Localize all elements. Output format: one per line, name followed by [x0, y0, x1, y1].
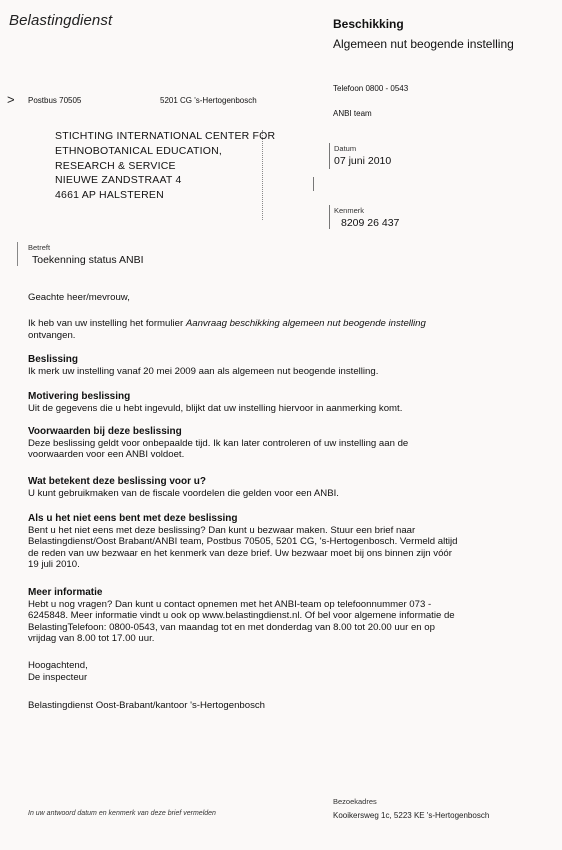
contact-team: ANBI team	[333, 109, 372, 118]
section-motivering	[28, 391, 458, 414]
subject-bracket	[17, 242, 22, 266]
recipient-address	[55, 129, 275, 203]
date-bracket	[329, 143, 330, 169]
recipient-line: NIEUWE ZANDSTRAAT 4	[55, 174, 182, 187]
arrow-marker-icon: >	[7, 92, 15, 107]
document-title: Beschikking	[333, 17, 404, 31]
address-window-edge	[262, 130, 263, 220]
section-text: Hebt u nog vragen? Dan kunt u contact opnemen met het ANBI-team op telefoonnummer 073 - 6245848. Meer informatie vindt u ook op www.belastingdienst.nl. Of bel voor algemene informatie de BelastingTelefoon: 0800-0543, van maandag tot en met donderdag van 8.00 tot 20.00 uur en op vrijdag van 8.00 tot 17.00 uur.	[28, 598, 455, 645]
salutation: Geachte heer/mevrouw,	[28, 292, 130, 303]
section-meer-informatie	[28, 587, 458, 645]
contact-phone: Telefoon 0800 - 0543	[333, 84, 409, 93]
section-heading: Voorwaarden bij deze beslissing	[28, 426, 182, 437]
recipient-line: ETHNOBOTANICAL EDUCATION,	[55, 144, 222, 157]
recipient-line: 4661 AP HALSTEREN	[55, 189, 164, 202]
form-name: Aanvraag beschikking algemeen nut beogende instelling	[185, 318, 426, 329]
section-text: Uit de gegevens die u hebt ingevuld, blijkt dat uw instelling hiervoor in aanmerking komt.	[28, 402, 403, 414]
date-label: Datum	[334, 144, 357, 153]
signoff: Belastingdienst Oost-Brabant/kantoor 's-Hertogenbosch	[28, 700, 266, 711]
date-value: 07 juni 2010	[334, 155, 392, 167]
closing-greeting: Hoogachtend,	[28, 660, 88, 671]
reference-bracket	[329, 205, 330, 229]
reference-value: 8209 26 437	[341, 217, 400, 229]
section-bezwaar	[28, 513, 458, 571]
section-text: U kunt gebruikmaken van de fiscale voordelen die gelden voor een ANBI.	[28, 487, 339, 499]
belastingdienst-logo: Belastingdienst	[9, 12, 113, 29]
footer-note: In uw antwoord datum en kenmerk van deze brief vermelden	[28, 810, 216, 817]
visit-address-label: Bezoekadres	[333, 797, 377, 806]
recipient-line: STICHTING INTERNATIONAL CENTER FOR	[55, 130, 276, 142]
intro-prefix: Ik heb van uw instelling het formulier	[28, 318, 186, 329]
section-text: Ik merk uw instelling vanaf 20 mei 2009 aan als algemeen nut beogende instelling.	[28, 365, 379, 377]
section-heading: Wat betekent deze beslissing voor u?	[28, 476, 206, 487]
section-heading: Als u het niet eens bent met deze beslissing	[28, 513, 238, 524]
subject-value: Toekenning status ANBI	[32, 254, 144, 266]
sender-postbus: Postbus 70505	[28, 96, 82, 105]
section-beslissing	[28, 354, 458, 377]
sender-postcode-city: 5201 CG 's-Hertogenbosch	[160, 96, 257, 105]
reference-label: Kenmerk	[334, 206, 365, 215]
intro-suffix: ontvangen.	[28, 329, 76, 341]
section-voorwaarden	[28, 426, 458, 461]
subject-label: Betreft	[28, 243, 51, 252]
recipient-line: RESEARCH & SERVICE	[55, 159, 176, 172]
visit-address: Kooikersweg 1c, 5223 KE 's-Hertogenbosch	[333, 811, 490, 820]
document-subtitle: Algemeen nut beogende instelling	[333, 37, 514, 51]
closing-role: De inspecteur	[28, 671, 88, 683]
intro-paragraph	[28, 318, 458, 341]
closing	[28, 660, 458, 683]
section-heading: Beslissing	[28, 354, 79, 365]
section-text: Deze beslissing geldt voor onbepaalde tijd. Ik kan later controleren of uw instelling aan de voorwaarden voor een ANBI voldoet.	[28, 437, 409, 461]
fold-mark	[313, 177, 314, 191]
section-heading: Meer informatie	[28, 587, 103, 598]
section-betekenis	[28, 476, 458, 499]
section-text: Bent u het niet eens met deze beslissing? Dan kunt u bezwaar maken. Stuur een brief naar Belastingdienst/Oost Brabant/ANBI team, Postbus 70505, 5201 CG, 's-Hertogenbosch. Vermeld altijd de reden van uw bezwaar en het kenmerk van deze brief. Uw bezwaar moet bij ons binnen zijn vóór 19 juli 2010.	[28, 524, 458, 571]
section-heading: Motivering beslissing	[28, 391, 131, 402]
